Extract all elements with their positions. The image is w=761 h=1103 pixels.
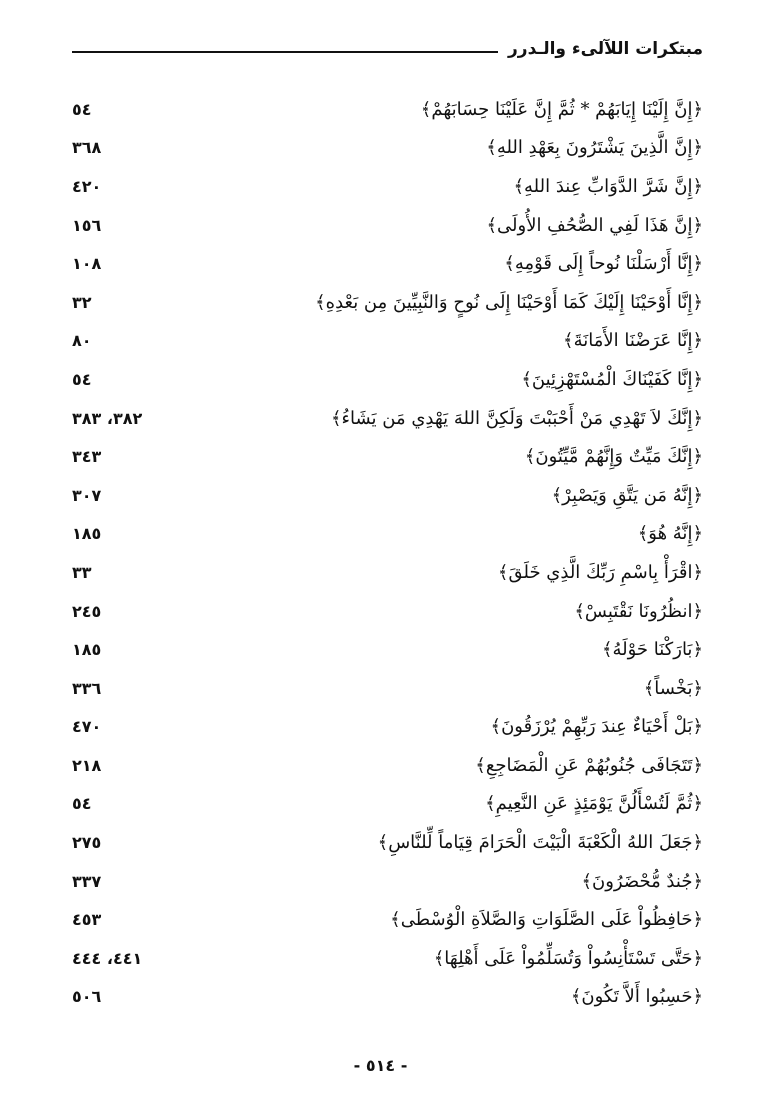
index-entry	[72, 862, 703, 901]
page-reference: ٣٣٧	[72, 871, 102, 891]
index-entry	[72, 167, 703, 206]
page-reference: ٣٢	[72, 292, 92, 312]
verse-text: ﴿بَلْ أَحْيَاءٌ عِندَ رَبِّهِمْ يُرْزَقُونَ﴾	[490, 716, 703, 738]
index-entry	[72, 978, 703, 1017]
page-reference: ١٠٨	[72, 254, 102, 274]
verse-text: ﴿إِنَّا أَوْحَيْنَا إِلَيْكَ كَمَا أَوْحَيْنَا إِلَى نُوحٍ وَالنَّبِيِّينَ مِن بَعْدِهِ﴾	[315, 291, 703, 313]
page-reference: ٨٠	[72, 331, 92, 351]
page-reference: ٥٤	[72, 369, 92, 389]
index-entry	[72, 322, 703, 361]
page-reference: ٣٣٦	[72, 678, 102, 698]
page-reference: ٣٨٢، ٣٨٣	[72, 408, 143, 428]
verse-text: ﴿بَارَكْنَا حَوْلَهُ﴾	[601, 639, 703, 661]
index-entry	[72, 437, 703, 476]
index-entry	[72, 129, 703, 168]
page-reference: ٣٦٨	[72, 138, 102, 158]
index-entry	[72, 746, 703, 785]
page-reference: ٢١٨	[72, 755, 102, 775]
verse-text: ﴿اقْرَأْ بِاسْمِ رَبِّكَ الَّذِي خَلَقَ﴾	[497, 561, 703, 583]
index-entry	[72, 823, 703, 862]
page-reference: ٥٤	[72, 794, 92, 814]
verse-text: ﴿تَتَجَافَى جُنُوبُهُمْ عَنِ الْمَضَاجِعِ﴾	[475, 754, 703, 776]
running-header	[72, 34, 703, 64]
verse-index-list	[72, 90, 703, 1016]
page-reference: ١٨٥	[72, 640, 102, 660]
index-entry	[72, 630, 703, 669]
index-entry	[72, 283, 703, 322]
verse-text: ﴿حَافِظُواْ عَلَى الصَّلَوَاتِ وَالصَّلاَةِ الْوُسْطَى﴾	[390, 909, 703, 931]
page-reference: ٣٠٧	[72, 485, 102, 505]
index-entry	[72, 399, 703, 438]
header-rule	[72, 51, 498, 53]
verse-text: ﴿حَسِبُوا أَلاَّ تَكُونَ﴾	[570, 986, 703, 1008]
page-reference: ٢٧٥	[72, 833, 102, 853]
book-title: مبتكرات اللآلىء والـدرر	[508, 39, 703, 59]
verse-text: ﴿إِنَّا أَرْسَلْنَا نُوحاً إِلَى قَوْمِهِ﴾	[504, 253, 703, 275]
page-reference: ٤٥٣	[72, 910, 102, 930]
index-entry	[72, 360, 703, 399]
index-entry	[72, 939, 703, 978]
page-number: - ٥١٤ -	[353, 1056, 408, 1075]
page-reference: ٣٤٣	[72, 447, 102, 467]
verse-text: ﴿إِنَّكَ لاَ تَهْدِي مَنْ أَحْبَبْتَ وَلَكِنَّ اللهَ يَهْدِي مَن يَشَاءُ﴾	[330, 407, 703, 429]
verse-text: ﴿إِنَّكَ مَيِّتٌ وَإِنَّهُمْ مَّيِّتُونَ﴾	[524, 446, 703, 468]
index-entry	[72, 90, 703, 129]
index-entry	[72, 592, 703, 631]
index-entry	[72, 244, 703, 283]
verse-text: ﴿إِنَّا كَفَيْنَاكَ الْمُسْتَهْزِئِينَ﴾	[521, 368, 703, 390]
verse-text: ﴿جُندٌ مُّحْضَرُونَ﴾	[581, 870, 703, 892]
page-reference: ٥٠٦	[72, 987, 102, 1007]
page-reference: ٤٧٠	[72, 717, 102, 737]
verse-text: ﴿إِنَّ الَّذِينَ يَشْتَرُونَ بِعَهْدِ اللهِ﴾	[486, 137, 703, 159]
verse-text: ﴿ثُمَّ لَتُسْأَلُنَّ يَوْمَئِذٍ عَنِ النَّعِيمِ﴾	[485, 793, 703, 815]
verse-text: ﴿إِنَّهُ هُوَ﴾	[637, 523, 703, 545]
verse-text: ﴿إِنَّ إِلَيْنَا إِيَابَهُمْ * ثُمَّ إِنَّ عَلَيْنَا حِسَابَهُمْ﴾	[420, 98, 703, 120]
verse-text: ﴿إِنَّ شَرَّ الدَّوَابِّ عِندَ اللهِ﴾	[513, 175, 703, 197]
index-entry	[72, 476, 703, 515]
verse-text: ﴿إِنَّهُ مَن يَتَّقِ وَيَصْبِرْ﴾	[551, 484, 703, 506]
index-entry	[72, 900, 703, 939]
verse-text: ﴿بَخْساً﴾	[643, 677, 703, 699]
index-entry	[72, 515, 703, 554]
page-reference: ٤٤١، ٤٤٤	[72, 948, 143, 968]
index-entry	[72, 785, 703, 824]
index-entry	[72, 669, 703, 708]
page-reference: ١٨٥	[72, 524, 102, 544]
page-reference: ٢٤٥	[72, 601, 102, 621]
verse-text: ﴿حَتَّى تَسْتَأْنِسُواْ وَتُسَلِّمُواْ عَلَى أَهْلِهَا﴾	[433, 947, 703, 969]
index-entry	[72, 206, 703, 245]
index-entry	[72, 553, 703, 592]
index-entry	[72, 708, 703, 747]
verse-text: ﴿إِنَّا عَرَضْنَا الأَمَانَةَ﴾	[563, 330, 703, 352]
verse-text: ﴿جَعَلَ اللهُ الْكَعْبَةَ الْبَيْتَ الْحَرَامَ قِيَاماً لِّلنَّاسِ﴾	[377, 832, 703, 854]
verse-text: ﴿انظُرُونَا نَقْتَبِسْ﴾	[574, 600, 703, 622]
page-reference: ٣٣	[72, 562, 92, 582]
page-reference: ٥٤	[72, 99, 92, 119]
page-reference: ١٥٦	[72, 215, 102, 235]
page-reference: ٤٢٠	[72, 176, 102, 196]
verse-text: ﴿إِنَّ هَذَا لَفِي الصُّحُفِ الأُولَى﴾	[486, 214, 703, 236]
